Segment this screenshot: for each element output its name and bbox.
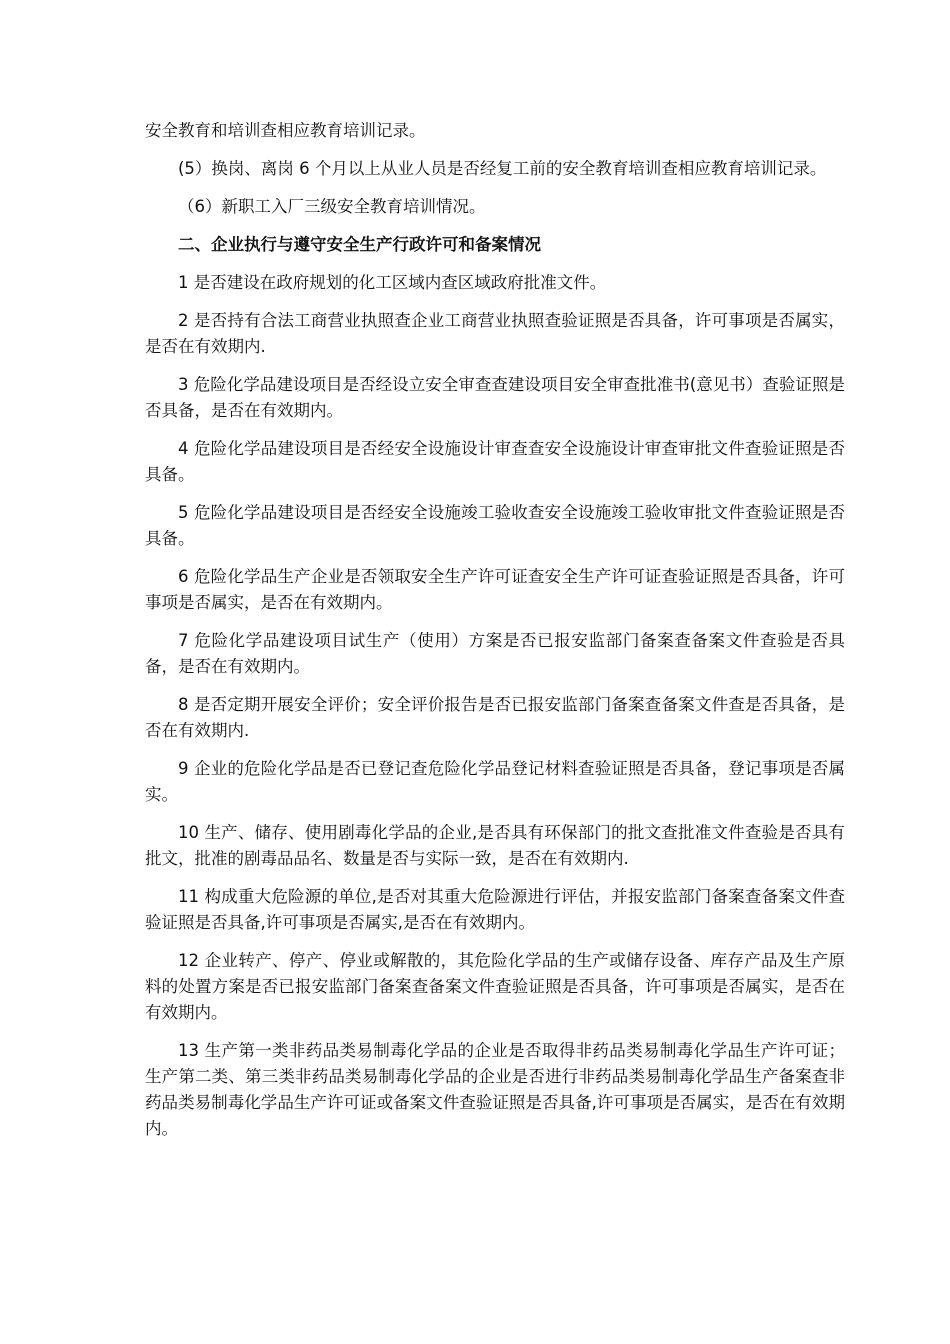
paragraph-check-2: 2 是否持有合法工商营业执照查企业工商营业执照查验证照是否具备，许可事项是否属实，是否在有效期内.: [145, 311, 845, 356]
paragraph-check-10: 10 生产、储存、使用剧毒化学品的企业,是否具有环保部门的批文查批准文件查验是否具有批文，批准的剧毒品品名、数量是否与实际一致，是否在有效期内.: [145, 823, 845, 868]
paragraph-check-5: 5 危险化学品建设项目是否经安全设施竣工验收查安全设施竣工验收审批文件查验证照是否具备。: [145, 503, 845, 548]
paragraph-check-13: 13 生产第一类非药品类易制毒化学品的企业是否取得非药品类易制毒化学品生产许可证；生产第二类、第三类非药品类易制毒化学品的企业是否进行非药品类易制毒化学品生产备案查非药品类易制毒化学品生产许可证或备案文件查验证照是否具备,许可事项是否属实，是否在有效期内。: [145, 1041, 845, 1138]
paragraph-check-3: 3 危险化学品建设项目是否经设立安全审查查建设项目安全审查批准书(意见书）查验证照是否具备，是否在有效期内。: [145, 375, 845, 420]
paragraph-item-6: （6）新职工入厂三级安全教育培训情况。: [178, 197, 486, 216]
paragraph-item-5: (5）换岗、离岗 6 个月以上从业人员是否经复工前的安全教育培训查相应教育培训记录。: [178, 159, 827, 178]
paragraph-check-6: 6 危险化学品生产企业是否领取安全生产许可证查安全生产许可证查验证照是否具备，许可事项是否属实，是否在有效期内。: [145, 567, 845, 612]
paragraph-continuation: 安全教育和培训查相应教育培训记录。: [145, 121, 426, 140]
paragraph-check-1: 1 是否建设在政府规划的化工区域内查区域政府批准文件。: [178, 273, 607, 292]
paragraph-check-7: 7 危险化学品建设项目试生产（使用）方案是否已报安监部门备案查备案文件查验是否具备，是否在有效期内。: [145, 631, 845, 676]
paragraph-check-12: 12 企业转产、停产、停业或解散的，其危险化学品的生产或储存设备、库存产品及生产原料的处置方案是否已报安监部门备案查备案文件查验证照是否具备，许可事项是否属实，是否在有效期内。: [145, 951, 845, 1022]
paragraph-check-4: 4 危险化学品建设项目是否经安全设施设计审查查安全设施设计审查审批文件查验证照是否具备。: [145, 439, 845, 484]
document-body: [145, 118, 845, 1154]
paragraph-check-11: 11 构成重大危险源的单位,是否对其重大危险源进行评估，并报安监部门备案查备案文件查验证照是否具备,许可事项是否属实,是否在有效期内。: [145, 887, 845, 932]
section-heading: 二、企业执行与遵守安全生产行政许可和备案情况: [178, 235, 541, 254]
paragraph-check-9: 9 企业的危险化学品是否已登记查危险化学品登记材料查验证照是否具备，登记事项是否属实。: [145, 759, 845, 804]
paragraph-check-8: 8 是否定期开展安全评价；安全评价报告是否已报安监部门备案查备案文件查是否具备，是否在有效期内.: [145, 695, 845, 740]
